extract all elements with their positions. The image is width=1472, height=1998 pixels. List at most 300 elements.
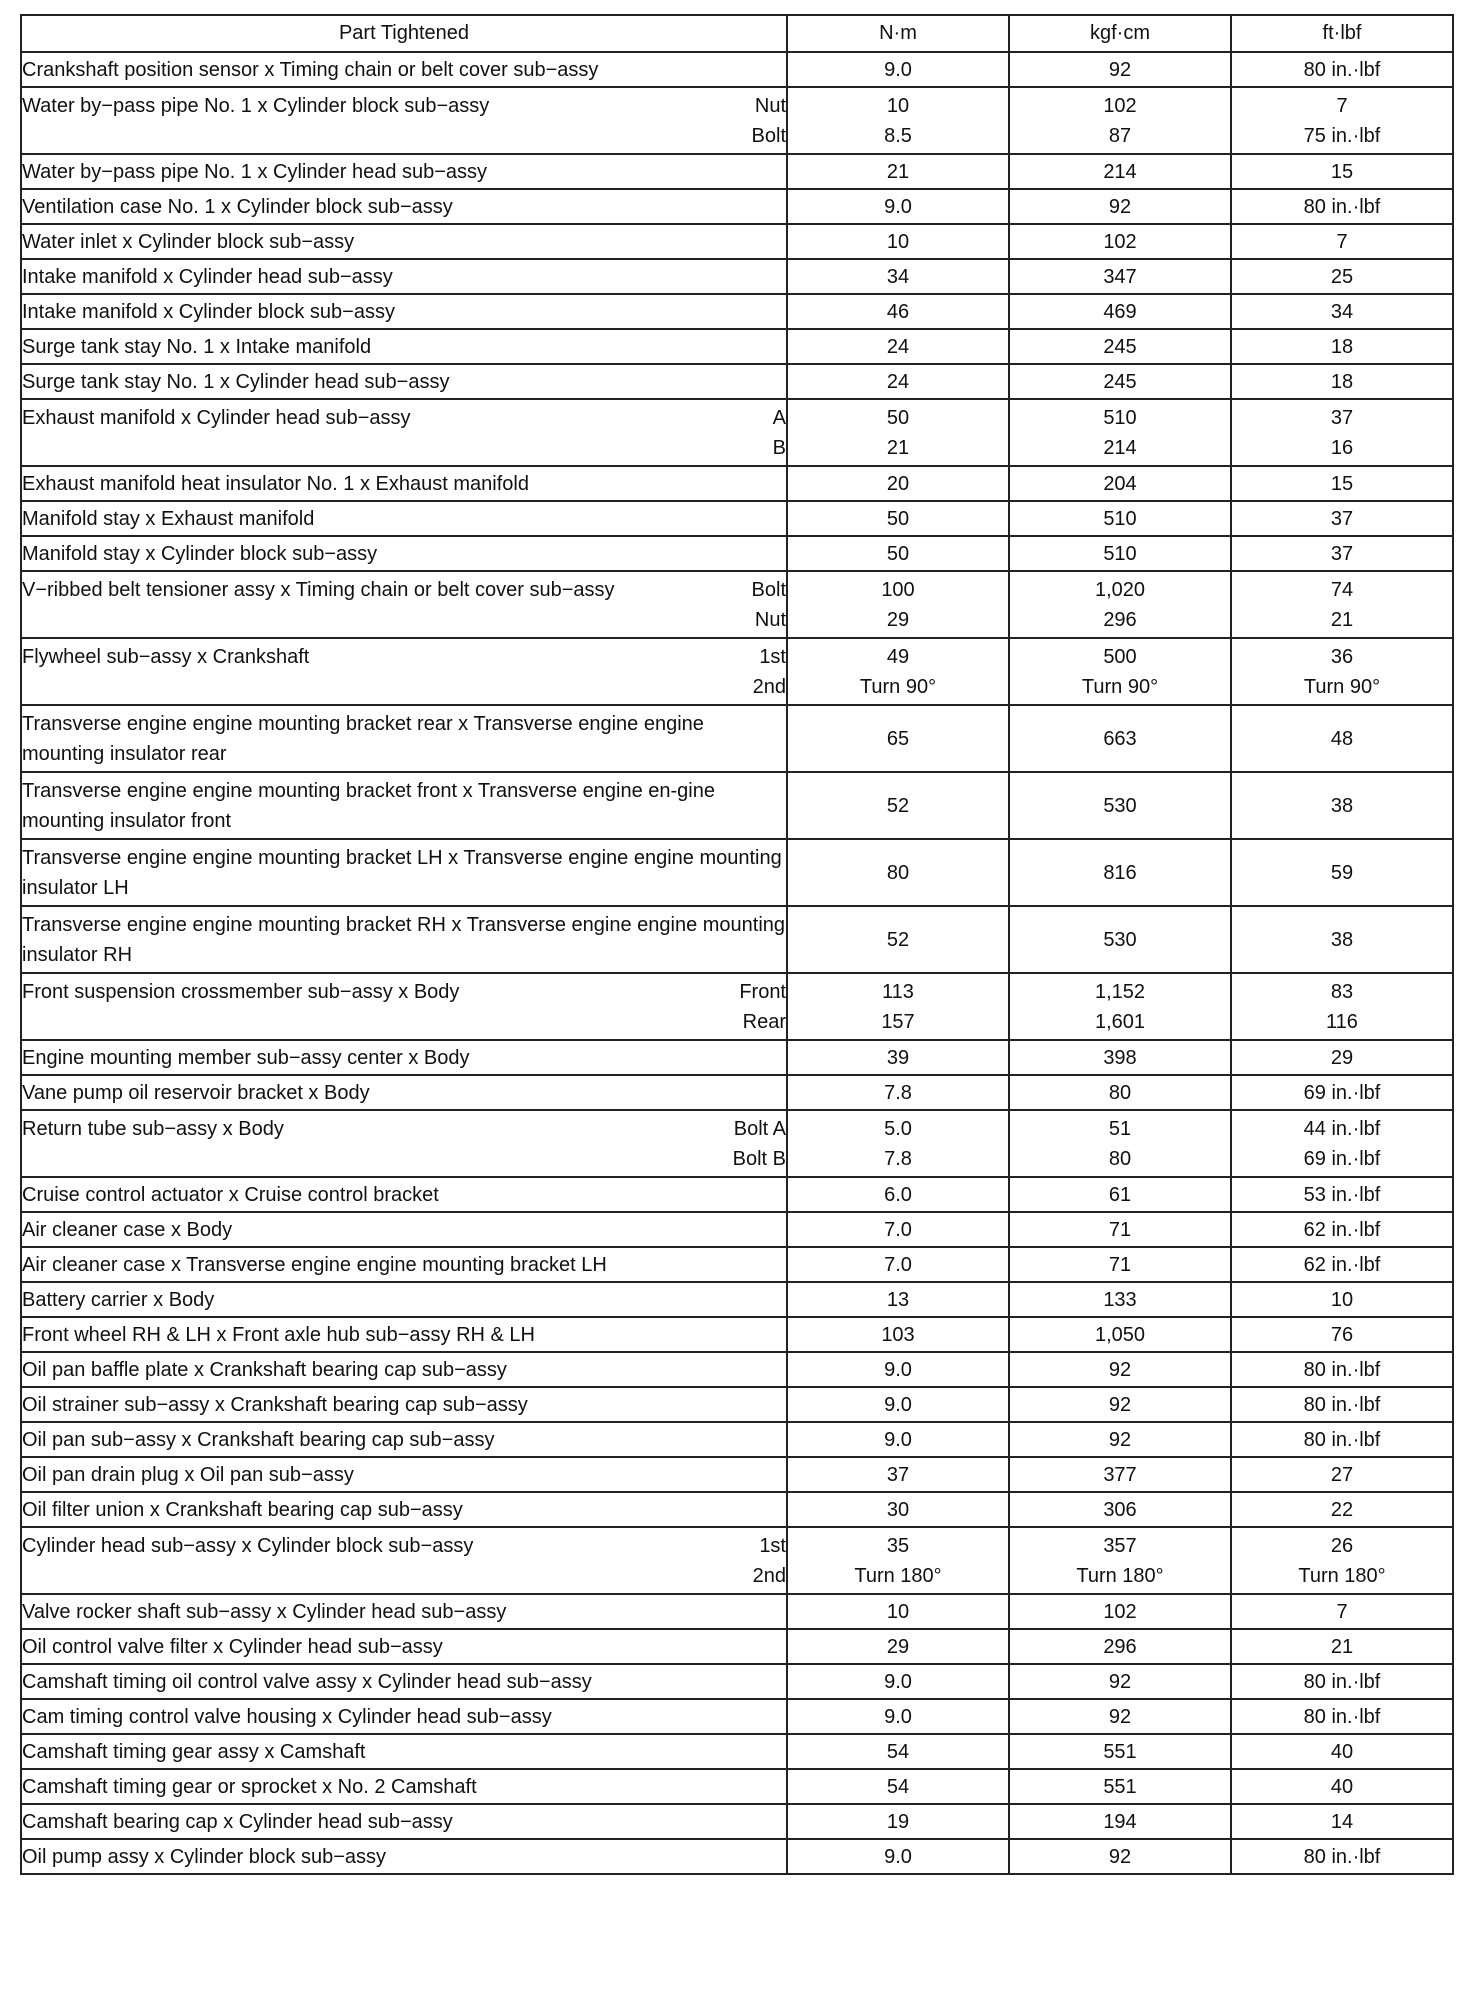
nm-value: 46 (886, 300, 910, 323)
part-name: Camshaft timing gear or sprocket x No. 2 Camshaft (22, 1775, 477, 1798)
ft-value: 18 (1330, 335, 1354, 358)
nm-value: 9.0 (884, 1670, 912, 1693)
ftlbf-value-cell (1231, 259, 1453, 294)
ft-value: 48 (1330, 727, 1354, 750)
ft-value: 80 in.·lbf (1303, 1428, 1381, 1451)
kgfcm-value-cell (1009, 224, 1231, 259)
ft-value: 21 (1330, 608, 1354, 631)
nm-value: 49 (886, 645, 910, 668)
kgf-value: 92 (1108, 1358, 1132, 1381)
kgfcm-value-cell (1009, 1457, 1231, 1492)
part-name: Water inlet x Cylinder block sub−assy (22, 230, 355, 253)
table-row (21, 1804, 1453, 1839)
kgf-value: Turn 90° (1081, 675, 1159, 698)
nm-value-cell (787, 1387, 1009, 1422)
part-tightened-cell (21, 154, 787, 189)
nm-value-cell (787, 154, 1009, 189)
part-tightened-cell (21, 1387, 787, 1422)
kgfcm-value-cell (1009, 1282, 1231, 1317)
ft-value: 29 (1330, 1046, 1354, 1069)
kgf-value: 347 (1103, 265, 1137, 288)
nm-value: 9.0 (884, 1428, 912, 1451)
part-name: Transverse engine engine mounting bracket rear x Transverse engine engine mounting insulator rear (22, 712, 704, 765)
ft-value: 21 (1330, 1635, 1354, 1658)
part-tightened-cell (21, 1352, 787, 1387)
kgf-value: 530 (1103, 928, 1137, 951)
kgfcm-value-cell (1009, 571, 1231, 638)
nm-value-cell (787, 399, 1009, 466)
table-row (21, 1422, 1453, 1457)
part-tightened-cell (21, 1699, 787, 1734)
header-nm: N·m (787, 15, 1009, 52)
part-name: Oil pan baffle plate x Crankshaft bearing cap sub−assy (22, 1358, 507, 1381)
nm-value: 37 (886, 1463, 910, 1486)
nm-value-cell (787, 294, 1009, 329)
table-row (21, 259, 1453, 294)
part-tightened-cell (21, 87, 787, 154)
part-name: Oil control valve filter x Cylinder head sub−assy (22, 1635, 443, 1658)
ftlbf-value-cell (1231, 1664, 1453, 1699)
part-tightened-cell (21, 466, 787, 501)
kgf-value: 510 (1103, 542, 1137, 565)
ftlbf-value-cell (1231, 1352, 1453, 1387)
ft-value: 75 in.·lbf (1303, 124, 1381, 147)
part-name: Battery carrier x Body (22, 1288, 215, 1311)
part-tightened-cell (21, 906, 787, 973)
part-tightened-cell (21, 1247, 787, 1282)
nm-value-cell (787, 1804, 1009, 1839)
part-name: Transverse engine engine mounting bracket RH x Transverse engine engine mounting insulator RH (22, 913, 786, 966)
header-part-tightened: Part Tightened (21, 15, 787, 52)
part-name: Transverse engine engine mounting bracket LH x Transverse engine engine mounting insulator LH (22, 846, 782, 899)
ft-value: 38 (1330, 794, 1354, 817)
nm-value-cell (787, 705, 1009, 772)
kgf-value: 71 (1108, 1218, 1132, 1241)
kgf-value: 663 (1103, 727, 1137, 750)
kgf-value: 469 (1103, 300, 1137, 323)
fastener-labels (740, 575, 786, 635)
nm-value: Turn 90° (859, 675, 937, 698)
kgf-value: 80 (1108, 1147, 1132, 1170)
ft-value: 80 in.·lbf (1303, 1358, 1381, 1381)
part-tightened-cell (21, 536, 787, 571)
part-name: Oil filter union x Crankshaft bearing cap sub−assy (22, 1498, 463, 1521)
ftlbf-value-cell (1231, 1110, 1453, 1177)
table-row (21, 189, 1453, 224)
torque-specification-table (20, 14, 1454, 1875)
nm-value: 9.0 (884, 1393, 912, 1416)
fastener-labels (741, 1531, 786, 1591)
nm-value: 30 (886, 1498, 910, 1521)
kgfcm-value-cell (1009, 1594, 1231, 1629)
kgf-value: 92 (1108, 1670, 1132, 1693)
part-name: Water by−pass pipe No. 1 x Cylinder head sub−assy (22, 160, 488, 183)
nm-value-cell (787, 1110, 1009, 1177)
nm-value: 7.8 (884, 1147, 912, 1170)
kgf-value: 1,152 (1094, 980, 1146, 1003)
part-tightened-cell (21, 1734, 787, 1769)
nm-value-cell (787, 259, 1009, 294)
ft-value: 53 in.·lbf (1303, 1183, 1381, 1206)
kgf-value: 296 (1103, 1635, 1137, 1658)
kgfcm-value-cell (1009, 189, 1231, 224)
ft-value: 74 (1330, 578, 1354, 601)
table-row (21, 1282, 1453, 1317)
ftlbf-value-cell (1231, 364, 1453, 399)
part-name: Crankshaft position sensor x Timing chain or belt cover sub−assy (22, 58, 599, 81)
kgfcm-value-cell (1009, 1769, 1231, 1804)
kgf-value: 214 (1103, 436, 1137, 459)
part-name: Camshaft timing oil control valve assy x Cylinder head sub−assy (22, 1670, 592, 1693)
kgfcm-value-cell (1009, 1110, 1231, 1177)
part-name: Oil pan sub−assy x Crankshaft bearing cap sub−assy (22, 1428, 495, 1451)
part-name: Surge tank stay No. 1 x Intake manifold (22, 335, 372, 358)
ftlbf-value-cell (1231, 224, 1453, 259)
table-row (21, 1387, 1453, 1422)
ft-value: 22 (1330, 1498, 1354, 1521)
nm-value: 157 (881, 1010, 915, 1033)
part-name: Transverse engine engine mounting bracket front x Transverse engine en-gine mounting insulator front (22, 779, 715, 832)
table-row (21, 1629, 1453, 1664)
part-tightened-cell (21, 839, 787, 906)
nm-value: 54 (886, 1775, 910, 1798)
kgf-value: 245 (1103, 370, 1137, 393)
part-name: Oil strainer sub−assy x Crankshaft bearing cap sub−assy (22, 1393, 528, 1416)
part-tightened-cell (21, 224, 787, 259)
kgfcm-value-cell (1009, 399, 1231, 466)
table-row (21, 364, 1453, 399)
nm-value-cell (787, 1352, 1009, 1387)
nm-value-cell (787, 1247, 1009, 1282)
nm-value-cell (787, 1629, 1009, 1664)
nm-value: 9.0 (884, 195, 912, 218)
ft-value: 59 (1330, 861, 1354, 884)
nm-value-cell (787, 1839, 1009, 1874)
kgfcm-value-cell (1009, 839, 1231, 906)
nm-value: 29 (886, 608, 910, 631)
ftlbf-value-cell (1231, 1629, 1453, 1664)
nm-value-cell (787, 772, 1009, 839)
kgfcm-value-cell (1009, 501, 1231, 536)
kgfcm-value-cell (1009, 1699, 1231, 1734)
nm-value: 65 (886, 727, 910, 750)
header-row (21, 15, 1453, 52)
nm-value-cell (787, 638, 1009, 705)
ftlbf-value-cell (1231, 329, 1453, 364)
part-tightened-cell (21, 1422, 787, 1457)
ft-value: 37 (1330, 406, 1354, 429)
part-tightened-cell (21, 1212, 787, 1247)
kgf-value: 530 (1103, 794, 1137, 817)
kgfcm-value-cell (1009, 705, 1231, 772)
nm-value-cell (787, 87, 1009, 154)
ftlbf-value-cell (1231, 906, 1453, 973)
table-row (21, 1492, 1453, 1527)
part-name: Cam timing control valve housing x Cylinder head sub−assy (22, 1705, 552, 1728)
ft-value: 25 (1330, 265, 1354, 288)
fastener-labels (721, 1114, 786, 1174)
ft-value: 7 (1336, 1600, 1348, 1623)
ftlbf-value-cell (1231, 1177, 1453, 1212)
nm-value: 9.0 (884, 58, 912, 81)
ft-value: 62 in.·lbf (1303, 1253, 1381, 1276)
fastener-label: Bolt B (732, 1147, 786, 1170)
part-name: Exhaust manifold x Cylinder head sub−assy (22, 406, 411, 429)
part-tightened-cell (21, 259, 787, 294)
part-tightened-cell (21, 329, 787, 364)
table-row (21, 224, 1453, 259)
ft-value: 15 (1330, 472, 1354, 495)
kgf-value: 214 (1103, 160, 1137, 183)
part-tightened-cell (21, 189, 787, 224)
table-row (21, 1734, 1453, 1769)
nm-value: 19 (886, 1810, 910, 1833)
part-name: Camshaft bearing cap x Cylinder head sub−assy (22, 1810, 453, 1833)
kgfcm-value-cell (1009, 1422, 1231, 1457)
kgf-value: 816 (1103, 861, 1137, 884)
nm-value-cell (787, 329, 1009, 364)
ft-value: 80 in.·lbf (1303, 1670, 1381, 1693)
nm-value: 8.5 (884, 124, 912, 147)
nm-value: 80 (886, 861, 910, 884)
ft-value: 62 in.·lbf (1303, 1218, 1381, 1241)
kgf-value: 245 (1103, 335, 1137, 358)
part-tightened-cell (21, 638, 787, 705)
nm-value: 39 (886, 1046, 910, 1069)
table-row (21, 906, 1453, 973)
nm-value-cell (787, 839, 1009, 906)
table-row (21, 1177, 1453, 1212)
table-row (21, 772, 1453, 839)
ftlbf-value-cell (1231, 839, 1453, 906)
nm-value: 34 (886, 265, 910, 288)
kgf-value: 551 (1103, 1775, 1137, 1798)
ftlbf-value-cell (1231, 1040, 1453, 1075)
kgfcm-value-cell (1009, 1247, 1231, 1282)
nm-value-cell (787, 1492, 1009, 1527)
part-tightened-cell (21, 1457, 787, 1492)
kgfcm-value-cell (1009, 1804, 1231, 1839)
part-tightened-cell (21, 364, 787, 399)
kgf-value: 551 (1103, 1740, 1137, 1763)
ft-value: 40 (1330, 1740, 1354, 1763)
part-tightened-cell (21, 1317, 787, 1352)
nm-value-cell (787, 571, 1009, 638)
part-tightened-cell (21, 1629, 787, 1664)
fastener-label: 2nd (752, 675, 786, 698)
ft-value: 44 in.·lbf (1303, 1117, 1381, 1140)
nm-value: 13 (886, 1288, 910, 1311)
kgfcm-value-cell (1009, 973, 1231, 1040)
ft-value: 34 (1330, 300, 1354, 323)
kgfcm-value-cell (1009, 1177, 1231, 1212)
part-name: Water by−pass pipe No. 1 x Cylinder block sub−assy (22, 94, 490, 117)
table-row (21, 87, 1453, 154)
fastener-label: Bolt A (733, 1117, 786, 1140)
part-name: Surge tank stay No. 1 x Cylinder head sub−assy (22, 370, 450, 393)
nm-value-cell (787, 1734, 1009, 1769)
nm-value: 113 (882, 980, 914, 1003)
part-tightened-cell (21, 1594, 787, 1629)
table-row (21, 1352, 1453, 1387)
kgf-value: 71 (1108, 1253, 1132, 1276)
ftlbf-value-cell (1231, 1247, 1453, 1282)
table-row (21, 1527, 1453, 1594)
fastener-label: 1st (759, 645, 786, 668)
nm-value: 21 (886, 436, 910, 459)
table-row (21, 1699, 1453, 1734)
part-name: Flywheel sub−assy x Crankshaft (22, 645, 310, 668)
nm-value-cell (787, 189, 1009, 224)
part-name: Valve rocker shaft sub−assy x Cylinder head sub−assy (22, 1600, 507, 1623)
fastener-label: 2nd (752, 1564, 786, 1587)
kgfcm-value-cell (1009, 536, 1231, 571)
part-tightened-cell (21, 1177, 787, 1212)
ft-value: 27 (1330, 1463, 1354, 1486)
nm-value: 9.0 (884, 1705, 912, 1728)
kgfcm-value-cell (1009, 772, 1231, 839)
table-row (21, 705, 1453, 772)
nm-value: 52 (886, 928, 910, 951)
kgf-value: 1,050 (1094, 1323, 1146, 1346)
kgf-value: 80 (1108, 1081, 1132, 1104)
kgf-value: 204 (1103, 472, 1137, 495)
ft-value: 7 (1336, 230, 1348, 253)
table-row (21, 1594, 1453, 1629)
part-tightened-cell (21, 294, 787, 329)
nm-value: 103 (881, 1323, 915, 1346)
header-ftlbf: ft·lbf (1231, 15, 1453, 52)
nm-value: 50 (886, 406, 910, 429)
ftlbf-value-cell (1231, 52, 1453, 87)
ft-value: 76 (1330, 1323, 1354, 1346)
part-name: Oil pan drain plug x Oil pan sub−assy (22, 1463, 354, 1486)
table-row (21, 154, 1453, 189)
kgf-value: 194 (1103, 1810, 1137, 1833)
kgfcm-value-cell (1009, 1734, 1231, 1769)
part-name: Ventilation case No. 1 x Cylinder block sub−assy (22, 195, 453, 218)
nm-value-cell (787, 536, 1009, 571)
table-row (21, 399, 1453, 466)
nm-value-cell (787, 1177, 1009, 1212)
kgf-value: 102 (1103, 230, 1137, 253)
ftlbf-value-cell (1231, 1769, 1453, 1804)
ftlbf-value-cell (1231, 1457, 1453, 1492)
nm-value-cell (787, 1769, 1009, 1804)
nm-value: 7.0 (884, 1218, 912, 1241)
nm-value: 7.0 (884, 1253, 912, 1276)
ft-value: 69 in.·lbf (1303, 1147, 1381, 1170)
part-tightened-cell (21, 973, 787, 1040)
table-row (21, 1664, 1453, 1699)
ftlbf-value-cell (1231, 1527, 1453, 1594)
part-name: Manifold stay x Cylinder block sub−assy (22, 542, 378, 565)
part-name: Intake manifold x Cylinder head sub−assy (22, 265, 393, 288)
fastener-label: Front (739, 980, 786, 1003)
part-name: Oil pump assy x Cylinder block sub−assy (22, 1845, 387, 1868)
ftlbf-value-cell (1231, 189, 1453, 224)
ft-value: 37 (1330, 542, 1354, 565)
ft-value: 83 (1330, 980, 1354, 1003)
ftlbf-value-cell (1231, 1282, 1453, 1317)
table-row (21, 638, 1453, 705)
table-row (21, 1040, 1453, 1075)
header-kgfcm: kgf·cm (1009, 15, 1231, 52)
ftlbf-value-cell (1231, 1734, 1453, 1769)
ft-value: Turn 180° (1298, 1564, 1386, 1587)
ftlbf-value-cell (1231, 1699, 1453, 1734)
nm-value: 21 (886, 160, 910, 183)
ftlbf-value-cell (1231, 1594, 1453, 1629)
part-tightened-cell (21, 1075, 787, 1110)
ftlbf-value-cell (1231, 1387, 1453, 1422)
nm-value-cell (787, 224, 1009, 259)
kgf-value: 500 (1103, 645, 1137, 668)
part-tightened-cell (21, 1664, 787, 1699)
kgf-value: Turn 180° (1076, 1564, 1164, 1587)
ft-value: 80 in.·lbf (1303, 1393, 1381, 1416)
nm-value-cell (787, 1664, 1009, 1699)
fastener-labels (727, 977, 786, 1037)
nm-value-cell (787, 906, 1009, 973)
kgfcm-value-cell (1009, 154, 1231, 189)
fastener-labels (761, 403, 786, 463)
kgfcm-value-cell (1009, 638, 1231, 705)
table-row (21, 1457, 1453, 1492)
table-row (21, 571, 1453, 638)
fastener-label: A (772, 406, 786, 429)
nm-value-cell (787, 1699, 1009, 1734)
kgf-value: 92 (1108, 1393, 1132, 1416)
nm-value: 54 (886, 1740, 910, 1763)
nm-value-cell (787, 973, 1009, 1040)
nm-value-cell (787, 1282, 1009, 1317)
nm-value: 10 (886, 1600, 910, 1623)
ft-value: 80 in.·lbf (1303, 195, 1381, 218)
nm-value: 20 (886, 472, 910, 495)
nm-value-cell (787, 1457, 1009, 1492)
ft-value: 116 (1326, 1010, 1358, 1033)
kgfcm-value-cell (1009, 1839, 1231, 1874)
nm-value: 50 (886, 542, 910, 565)
ftlbf-value-cell (1231, 1422, 1453, 1457)
ftlbf-value-cell (1231, 1492, 1453, 1527)
ft-value: 15 (1330, 160, 1354, 183)
kgf-value: 92 (1108, 1845, 1132, 1868)
kgf-value: 51 (1108, 1117, 1132, 1140)
ftlbf-value-cell (1231, 638, 1453, 705)
ft-value: 80 in.·lbf (1303, 1705, 1381, 1728)
kgfcm-value-cell (1009, 1212, 1231, 1247)
part-tightened-cell (21, 501, 787, 536)
kgf-value: 306 (1103, 1498, 1137, 1521)
ft-value: 18 (1330, 370, 1354, 393)
part-tightened-cell (21, 1110, 787, 1177)
table-row (21, 294, 1453, 329)
nm-value-cell (787, 1594, 1009, 1629)
fastener-label: Nut (754, 608, 786, 631)
part-tightened-cell (21, 1839, 787, 1874)
kgfcm-value-cell (1009, 1317, 1231, 1352)
ftlbf-value-cell (1231, 1804, 1453, 1839)
nm-value: 10 (886, 230, 910, 253)
nm-value: 100 (881, 578, 915, 601)
ft-value: 40 (1330, 1775, 1354, 1798)
part-name: Air cleaner case x Transverse engine engine mounting bracket LH (22, 1253, 607, 1276)
part-name: Camshaft timing gear assy x Camshaft (22, 1740, 366, 1763)
kgfcm-value-cell (1009, 1492, 1231, 1527)
part-name: Exhaust manifold heat insulator No. 1 x Exhaust manifold (22, 472, 529, 495)
